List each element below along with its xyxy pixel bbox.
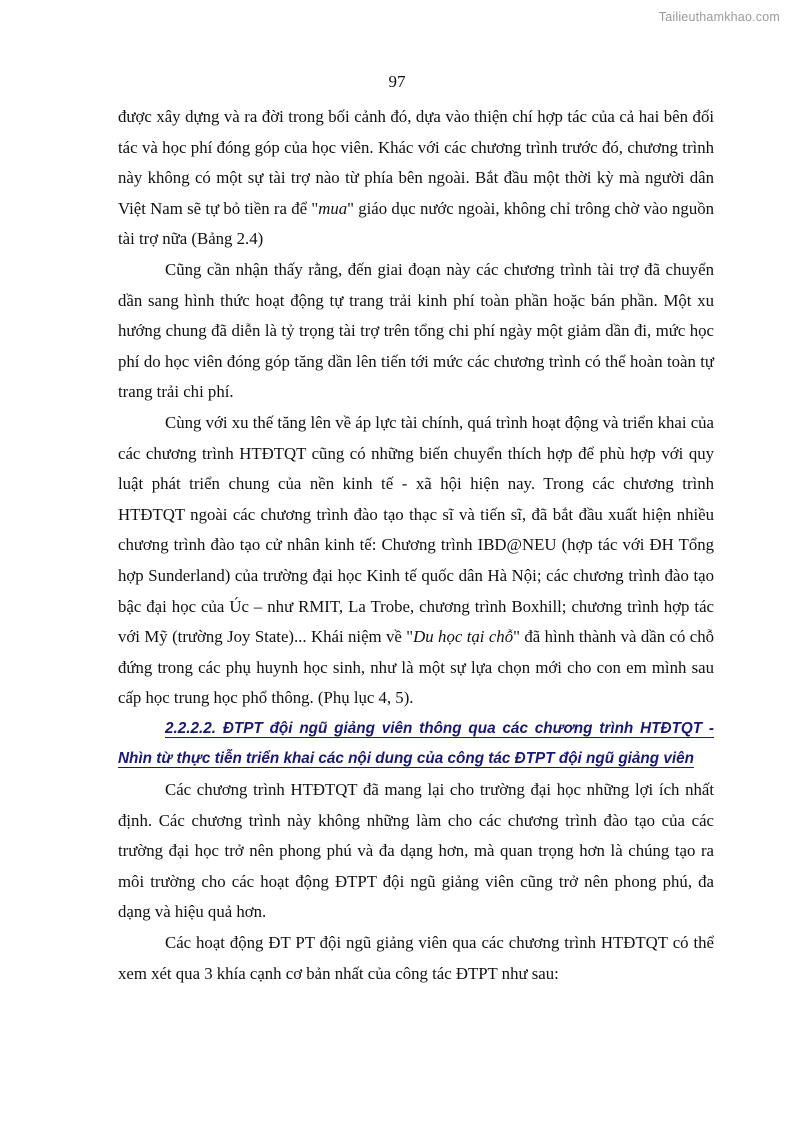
- text-run: được xây dựng và ra đời trong bối cảnh đó, dựa vào thiện chí hợp tác của cả hai bên đối tác và học phí đóng góp của học viên. Khác với các chương trình trước đó, chương trình này không có một sự tài trợ nào từ phía bên ngoài. Bắt đầu một thời kỳ mà người dân Việt Nam sẽ tự bỏ tiền ra để ": [118, 107, 714, 218]
- text-run: 2.2.2.2. ĐTPT đội ngũ giảng viên thông qua các chương trình HTĐTQT - Nhìn từ thực tiễn triển khai các nội dung của công tác ĐTPT đội ngũ giảng viên: [118, 719, 714, 768]
- emphasized-text-run: mua: [318, 198, 348, 218]
- emphasized-text-run: Du học tại chỗ: [413, 627, 514, 647]
- body-paragraph: [118, 102, 714, 255]
- body-paragraph: [118, 928, 714, 989]
- text-run: Các hoạt động ĐT PT đội ngũ giảng viên qua các chương trình HTĐTQT có thể xem xét qua 3 khía cạnh cơ bản nhất của công tác ĐTPT như sau:: [118, 933, 714, 983]
- body-paragraph: [118, 408, 714, 714]
- page-body: [118, 102, 714, 989]
- text-run: Các chương trình HTĐTQT đã mang lại cho trường đại học những lợi ích nhất định. Các chương trình này không những làm cho các chương trình đào tạo của các trường đại học trở nên phong phú và đa dạng hơn, mà quan trọng hơn là chúng tạo ra môi trường cho các hoạt động ĐTPT đội ngũ giảng viên cũng trở nên phong phú, đa dạng và hiệu quả hơn.: [118, 780, 714, 922]
- page-number: 97: [388, 72, 406, 91]
- text-run: " giáo dục nước ngoài, không chỉ trông chờ vào nguồn tài trợ nữa (Bảng 2.4): [118, 198, 714, 249]
- section-heading: [118, 714, 714, 775]
- body-paragraph: [118, 775, 714, 928]
- text-run: Cũng cần nhận thấy rằng, đến giai đoạn này các chương trình tài trợ đã chuyển dần sang hình thức hoạt động tự trang trải kinh phí toàn phần hoặc bán phần. Một xu hướng chung đã diễn là tỷ trọng tài trợ trên tổng chi phí ngày một giảm dần đi, mức học phí do học viên đóng góp tăng dần lên tiến tới mức các chương trình có thể hoàn toàn tự trang trải chi phí.: [118, 259, 714, 402]
- text-run: Cùng với xu thế tăng lên về áp lực tài chính, quá trình hoạt động và triển khai của các chương trình HTĐTQT cũng có những biến chuyển thích hợp để phù hợp với quy luật phát triển chung của nền kinh tế - xã hội hiện nay. Trong các chương trình HTĐTQT ngoài các chương trình đào tạo thạc sĩ và tiến sĩ, đã bắt đầu xuất hiện nhiều chương trình đào tạo cử nhân kinh tế: Chương trình IBD@NEU (hợp tác với ĐH Tổng hợp Sunderland) của trường đại học Kinh tế quốc dân Hà Nội; các chương trình đào tạo bậc đại học của Úc – như RMIT, La Trobe, chương trình Boxhill; chương trình hợp tác với Mỹ (trường Joy State)... Khái niệm về ": [118, 412, 714, 647]
- text-run: " đã hình thành và dần có chỗ đứng trong các phụ huynh học sinh, như là một sự lựa chọn mới cho con em mình sau cấp học trung học phổ thông. (Phụ lục 4, 5).: [118, 627, 715, 708]
- watermark-text: Tailieuthamkhao.com: [658, 10, 780, 24]
- body-paragraph: [118, 255, 714, 408]
